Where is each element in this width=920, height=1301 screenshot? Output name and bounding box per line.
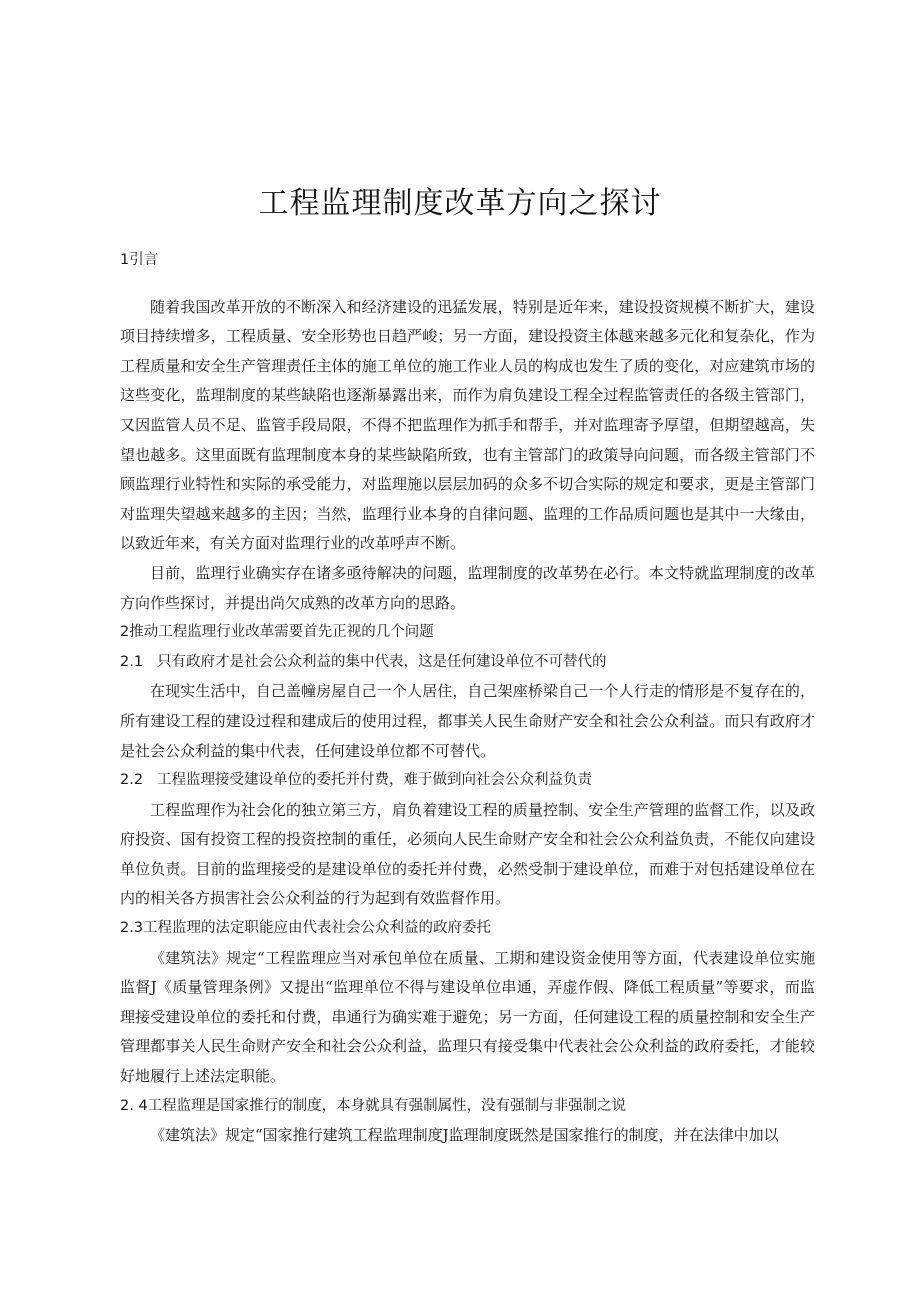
intro-paragraph-1: 随着我国改革开放的不断深入和经济建设的迅猛发展，特别是近年来，建设投资规模不断扩大，建设项目持续增多，工程质量、安全形势也日趋严峻；另一方面，建设投资主体越来越多元化和复杂化，作为工程质量和安全生产管理责任主体的施工单位的施工作业人员的构成也发生了质的变化，对应建筑市场的这些变化，监理制度的某些缺陷也逐渐暴露出来，而作为肩负建设工程全过程监管责任的各级主管部门，又因监管人员不足、监管手段局限，不得不把监理作为抓手和帮手，并对监理寄予厚望，但期望越高，失望也越多。这里面既有监理制度本身的某些缺陷所致，也有主管部门的政策导向问题，而各级主管部门不顾监理行业特性和实际的承受能力，对监理施以层层加码的众多不切合实际的规定和要求，更是主管部门对监理失望越来越多的主因；当然，监理行业本身的自律问题、监理的工作品质问题也是其中一大缘由，以致近年来，有关方面对监理行业的改革呼声不断。	[120, 297, 815, 553]
intro-paragraph-2: 目前，监理行业确实存在诸多亟待解决的问题，监理制度的改革势在必行。本文特就监理制度的改革方向作些探讨，并提出尚欠成熟的改革方向的思路。	[120, 563, 815, 612]
subsection-title-2-2: 工程监理接受建设单位的委托并付费，难于做到向社会公众利益负责	[157, 772, 592, 789]
subsection-paragraph-2-3: 《建筑法》规定“工程监理应当对承包单位在质量、工期和建设资金使用等方面，代表建设单位实施监督J《质量管理条例》又提出“监理单位不得与建设单位串通，弄虚作假、降低工程质量”等要求，而监理接受建设单位的委托和付费，串通行为确实难于避免；另一方面，任何建设工程的质量控制和安全生产管理都事关人民生命财产安全和社会公众利益，监理只有接受集中代表社会公众利益的政府委托，才能较好地履行上述法定职能。	[120, 948, 815, 1086]
section-heading-2: 2推动工程监理行业改革需要首先正视的几个问题	[120, 624, 434, 641]
subsection-paragraph-2-4: 《建筑法》规定“国家推行建筑工程监理制度J监理制度既然是国家推行的制度，并在法律中加以	[150, 1126, 779, 1145]
subsection-heading-2-1	[120, 648, 815, 678]
subsection-heading-2-2	[120, 766, 815, 796]
section-heading-intro: 1引言	[120, 252, 159, 268]
subsection-heading-2-4: 2. 4工程监理是国家推行的制度，本身就具有强制属性，没有强制与非强制之说	[120, 1097, 627, 1114]
subsection-number-2-1: 2.1	[120, 653, 144, 670]
subsection-heading-2-3: 2.3工程监理的法定职能应由代表社会公众利益的政府委托	[120, 920, 492, 937]
subsection-title-2-1: 只有政府才是社会公众利益的集中代表，这是任何建设单位不可替代的	[157, 653, 607, 670]
document-body	[120, 246, 815, 1151]
subsection-paragraph-2-2: 工程监理作为社会化的独立第三方，肩负着建设工程的质量控制、安全生产管理的监督工作，以及政府投资、国有投资工程的投资控制的重任，必须向人民生命财产安全和社会公众利益负责，不能仅向建设单位负责。目前的监理接受的是建设单位的委托并付费，必然受制于建设单位，而难于对包括建设单位在内的相关各方损害社会公众利益的行为起到有效监督作用。	[120, 800, 815, 908]
subsection-number-2-2: 2.2	[120, 772, 144, 789]
document-title: 工程监理制度改革方向之探讨	[258, 186, 662, 221]
subsection-paragraph-2-1: 在现实生活中，自己盖幢房屋自己一个人居住，自己架座桥梁自己一个人行走的情形是不复存在的，所有建设工程的建设过程和建成后的使用过程，都事关人民生命财产安全和社会公众利益。而只有政府才是社会公众利益的集中代表，任何建设单位都不可替代。	[120, 682, 815, 760]
